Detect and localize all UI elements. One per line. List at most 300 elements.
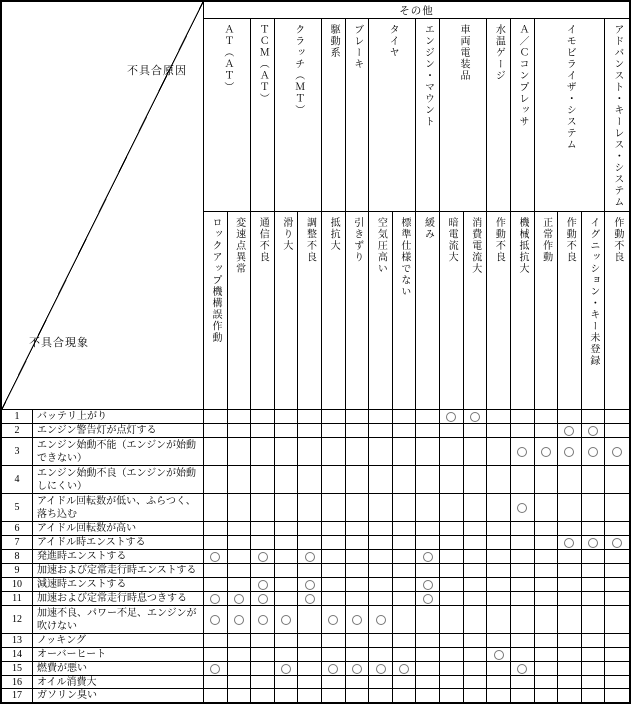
row-label-cell (33, 606, 204, 634)
row-label: アイドル回転数が高い (37, 523, 137, 534)
circle-mark (305, 552, 315, 562)
matrix-cell (558, 578, 582, 592)
matrix-cell (487, 592, 511, 606)
matrix-cell (346, 662, 370, 676)
matrix-cell (393, 494, 417, 522)
matrix-cell (322, 410, 346, 424)
row-label-cell (33, 662, 204, 676)
corner-diagonal-cell (2, 2, 204, 410)
matrix-cell (298, 466, 322, 494)
matrix-cell (605, 676, 629, 689)
group-header-cell (369, 19, 416, 212)
matrix-cell (558, 606, 582, 634)
matrix-cell (416, 676, 440, 689)
group-header-label: ブレーキ (351, 24, 363, 70)
matrix-cell (275, 536, 299, 550)
matrix-cell (558, 648, 582, 662)
circle-mark (470, 412, 480, 422)
matrix-cell (511, 410, 535, 424)
matrix-cell (393, 522, 417, 536)
matrix-cell (298, 648, 322, 662)
circle-mark (328, 664, 338, 674)
matrix-cell (416, 634, 440, 648)
matrix-cell (298, 689, 322, 702)
matrix-cell (393, 606, 417, 634)
matrix-cell (251, 592, 275, 606)
row-number-cell: 12 (2, 606, 33, 634)
matrix-cell (416, 606, 440, 634)
matrix-cell (464, 466, 488, 494)
matrix-cell (605, 689, 629, 702)
circle-mark (210, 594, 220, 604)
matrix-cell (487, 564, 511, 578)
sub-header-label: 空気圧高い (375, 217, 387, 275)
group-header-cell (275, 19, 322, 212)
sub-header-label: 滑り大 (280, 217, 292, 252)
matrix-cell (369, 438, 393, 466)
matrix-cell (558, 676, 582, 689)
matrix-cell (416, 592, 440, 606)
circle-mark (210, 664, 220, 674)
matrix-cell (251, 662, 275, 676)
circle-mark (258, 594, 268, 604)
matrix-cell (535, 438, 559, 466)
matrix-cell (605, 522, 629, 536)
matrix-cell (558, 438, 582, 466)
circle-mark (234, 615, 244, 625)
sub-header-label: 標準仕様でない (398, 217, 410, 298)
circle-mark (423, 594, 433, 604)
circle-mark (305, 594, 315, 604)
matrix-cell (228, 648, 252, 662)
matrix-cell (322, 592, 346, 606)
group-header-label: ＴＣＭ（ＡＴ） (257, 24, 269, 105)
matrix-cell (204, 522, 228, 536)
matrix-cell (416, 410, 440, 424)
row-label-cell (33, 522, 204, 536)
matrix-cell (440, 662, 464, 676)
row-label-cell (33, 466, 204, 494)
row-number-cell: 6 (2, 522, 33, 536)
matrix-cell (322, 466, 346, 494)
matrix-cell (393, 550, 417, 564)
matrix-cell (393, 662, 417, 676)
circle-mark (517, 447, 527, 457)
sub-header-label: イグニッション・キー未登録 (587, 217, 599, 367)
circle-mark (564, 447, 574, 457)
circle-mark (541, 447, 551, 457)
matrix-cell (204, 689, 228, 702)
matrix-cell (204, 466, 228, 494)
matrix-cell (582, 634, 606, 648)
matrix-cell (464, 550, 488, 564)
matrix-cell (416, 662, 440, 676)
matrix-cell (487, 648, 511, 662)
matrix-cell (275, 410, 299, 424)
matrix-cell (511, 522, 535, 536)
sub-header-label: 暗電流大 (446, 217, 458, 263)
matrix-cell (346, 634, 370, 648)
group-header-label: 駆動系 (328, 24, 340, 59)
matrix-cell (228, 578, 252, 592)
matrix-cell (393, 634, 417, 648)
row-label: エンジン警告灯が点灯する (37, 425, 157, 436)
matrix-cell (369, 676, 393, 689)
matrix-cell (464, 689, 488, 702)
row-label: 燃費が悪い (37, 663, 87, 674)
matrix-cell (251, 550, 275, 564)
matrix-cell (605, 410, 629, 424)
matrix-cell (487, 662, 511, 676)
matrix-cell (322, 424, 346, 438)
matrix-cell (464, 578, 488, 592)
matrix-cell (511, 648, 535, 662)
matrix-cell (369, 564, 393, 578)
matrix-cell (369, 536, 393, 550)
matrix-cell (298, 424, 322, 438)
matrix-cell (275, 466, 299, 494)
row-number-cell: 1 (2, 410, 33, 424)
matrix-cell (416, 648, 440, 662)
circle-mark (258, 615, 268, 625)
matrix-cell (582, 662, 606, 676)
matrix-cell (511, 536, 535, 550)
matrix-cell (605, 494, 629, 522)
row-label-cell (33, 494, 204, 522)
matrix-cell (346, 550, 370, 564)
circle-mark (588, 538, 598, 548)
matrix-cell (535, 536, 559, 550)
circle-mark (210, 615, 220, 625)
matrix-cell (228, 522, 252, 536)
matrix-cell (251, 676, 275, 689)
matrix-cell (322, 578, 346, 592)
matrix-cell (275, 522, 299, 536)
row-label: エンジン始動不良（エンジンが始動しにくい） (37, 467, 196, 492)
sub-header-cell (322, 212, 346, 410)
matrix-cell (228, 564, 252, 578)
matrix-cell (298, 578, 322, 592)
matrix-cell (511, 634, 535, 648)
row-label-cell (33, 564, 204, 578)
circle-mark (588, 447, 598, 457)
sub-header-cell (369, 212, 393, 410)
row-number-cell: 7 (2, 536, 33, 550)
matrix-cell (558, 536, 582, 550)
matrix-cell (416, 550, 440, 564)
matrix-cell (440, 438, 464, 466)
matrix-cell (511, 424, 535, 438)
matrix-cell (228, 592, 252, 606)
matrix-cell (416, 494, 440, 522)
matrix-cell (369, 662, 393, 676)
circle-mark (258, 552, 268, 562)
matrix-cell (393, 676, 417, 689)
matrix-cell (298, 676, 322, 689)
matrix-cell (582, 592, 606, 606)
defect-cause-label: 不具合原因 (127, 65, 187, 77)
matrix-cell (298, 634, 322, 648)
sub-header-cell (416, 212, 440, 410)
sub-header-cell (275, 212, 299, 410)
matrix-cell (346, 494, 370, 522)
matrix-cell (275, 578, 299, 592)
matrix-cell (369, 494, 393, 522)
matrix-cell (511, 689, 535, 702)
row-label: 加速および定常走行時息つきする (37, 593, 187, 604)
circle-mark (376, 664, 386, 674)
sub-header-cell (487, 212, 511, 410)
row-number-cell: 15 (2, 662, 33, 676)
matrix-cell (251, 648, 275, 662)
matrix-cell (275, 424, 299, 438)
matrix-cell (464, 648, 488, 662)
group-header-cell (511, 19, 535, 212)
circle-mark (399, 664, 409, 674)
row-number-cell: 4 (2, 466, 33, 494)
matrix-cell (464, 662, 488, 676)
matrix-cell (487, 410, 511, 424)
matrix-cell (204, 592, 228, 606)
matrix-cell (346, 676, 370, 689)
matrix-cell (511, 592, 535, 606)
matrix-cell (511, 466, 535, 494)
matrix-cell (440, 676, 464, 689)
row-number-cell: 8 (2, 550, 33, 564)
matrix-cell (511, 578, 535, 592)
matrix-cell (346, 410, 370, 424)
matrix-cell (487, 550, 511, 564)
matrix-cell (393, 410, 417, 424)
matrix-cell (228, 494, 252, 522)
row-label: 発進時エンストする (37, 551, 127, 562)
row-number-cell: 14 (2, 648, 33, 662)
matrix-cell (416, 522, 440, 536)
matrix-cell (298, 438, 322, 466)
row-number-cell: 11 (2, 592, 33, 606)
group-header-cell (440, 19, 487, 212)
matrix-cell (511, 494, 535, 522)
row-label: オーバーヒート (37, 649, 107, 660)
matrix-cell (487, 466, 511, 494)
matrix-cell (582, 438, 606, 466)
circle-mark (446, 412, 456, 422)
matrix-cell (464, 410, 488, 424)
matrix-cell (582, 536, 606, 550)
sub-header-label: 緩み (422, 217, 434, 240)
matrix-cell (440, 648, 464, 662)
matrix-cell (440, 494, 464, 522)
group-header-cell (346, 19, 370, 212)
matrix-cell (440, 592, 464, 606)
group-header-label: アドバンスト・キーレス・システム (611, 24, 623, 208)
sub-header-label: 通信不良 (257, 217, 269, 263)
row-label-cell (33, 410, 204, 424)
matrix-cell (322, 438, 346, 466)
circle-mark (258, 580, 268, 590)
row-label-cell (33, 550, 204, 564)
matrix-cell (582, 410, 606, 424)
sub-header-cell (346, 212, 370, 410)
matrix-cell (464, 522, 488, 536)
row-number-cell: 5 (2, 494, 33, 522)
row-label: アイドル回転数が低い、ふらつく、落ち込む (37, 495, 196, 520)
sub-header-label: 消費電流大 (469, 217, 481, 275)
matrix-cell (369, 522, 393, 536)
matrix-cell (416, 564, 440, 578)
matrix-cell (558, 564, 582, 578)
row-label-cell (33, 536, 204, 550)
matrix-cell (204, 536, 228, 550)
sub-header-cell (393, 212, 417, 410)
matrix-cell (416, 689, 440, 702)
row-label: エンジン始動不能（エンジンが始動できない） (37, 439, 196, 464)
circle-mark (564, 538, 574, 548)
sub-header-label: 引きずり (351, 217, 363, 263)
matrix-cell (440, 424, 464, 438)
sub-header-cell (535, 212, 559, 410)
matrix-cell (605, 424, 629, 438)
matrix-cell (416, 466, 440, 494)
matrix-cell (322, 689, 346, 702)
matrix-cell (322, 606, 346, 634)
matrix-cell (511, 606, 535, 634)
row-label-cell (33, 592, 204, 606)
matrix-cell (511, 662, 535, 676)
circle-mark (494, 650, 504, 660)
matrix-cell (275, 689, 299, 702)
sub-header-label: 作動不良 (493, 217, 505, 263)
matrix-cell (440, 550, 464, 564)
row-label-cell (33, 578, 204, 592)
matrix-cell (204, 634, 228, 648)
matrix-cell (393, 578, 417, 592)
matrix-cell (393, 536, 417, 550)
row-number-cell: 9 (2, 564, 33, 578)
matrix-cell (251, 424, 275, 438)
matrix-cell (464, 494, 488, 522)
row-number-cell: 10 (2, 578, 33, 592)
circle-mark (352, 664, 362, 674)
matrix-cell (346, 466, 370, 494)
matrix-cell (605, 550, 629, 564)
matrix-cell (346, 606, 370, 634)
matrix-cell (369, 466, 393, 494)
matrix-cell (558, 634, 582, 648)
sub-header-cell (605, 212, 629, 410)
matrix-cell (346, 689, 370, 702)
matrix-cell (558, 592, 582, 606)
group-header-cell (322, 19, 346, 212)
matrix-cell (251, 410, 275, 424)
matrix-cell (535, 424, 559, 438)
sub-header-label: 作動不良 (564, 217, 576, 263)
circle-mark (305, 580, 315, 590)
circle-mark (564, 426, 574, 436)
matrix-cell (275, 676, 299, 689)
matrix-cell (511, 438, 535, 466)
matrix-cell (558, 424, 582, 438)
matrix-cell (558, 466, 582, 494)
matrix-cell (275, 438, 299, 466)
circle-mark (352, 615, 362, 625)
matrix-cell (251, 494, 275, 522)
matrix-cell (440, 536, 464, 550)
matrix-cell (535, 648, 559, 662)
row-label-cell (33, 424, 204, 438)
matrix-cell (228, 466, 252, 494)
row-label: アイドル時エンストする (37, 537, 146, 548)
matrix-cell (275, 564, 299, 578)
matrix-cell (582, 550, 606, 564)
sub-header-cell (251, 212, 275, 410)
circle-mark (612, 447, 622, 457)
matrix-cell (464, 536, 488, 550)
matrix-cell (582, 424, 606, 438)
matrix-cell (369, 424, 393, 438)
group-header-label: イモビライザ・システム (564, 24, 576, 151)
matrix-cell (605, 634, 629, 648)
circle-mark (612, 538, 622, 548)
matrix-cell (228, 438, 252, 466)
matrix-cell (582, 522, 606, 536)
group-header-cell (605, 19, 629, 212)
matrix-cell (440, 578, 464, 592)
matrix-cell (440, 564, 464, 578)
sub-header-label: 作動不良 (611, 217, 623, 263)
circle-mark (517, 664, 527, 674)
matrix-cell (228, 424, 252, 438)
circle-mark (423, 552, 433, 562)
row-label-cell (33, 648, 204, 662)
matrix-cell (275, 606, 299, 634)
matrix-cell (204, 424, 228, 438)
matrix-cell (369, 550, 393, 564)
sub-header-label: ロックアップ機構誤作動 (210, 217, 222, 344)
row-number-cell: 16 (2, 676, 33, 689)
matrix-cell (275, 648, 299, 662)
matrix-cell (204, 410, 228, 424)
group-header-label: エンジン・マウント (422, 24, 434, 128)
group-header-label: Ａ／Ｃコンプレッサ (516, 24, 528, 128)
matrix-cell (511, 550, 535, 564)
matrix-cell (251, 536, 275, 550)
matrix-cell (251, 689, 275, 702)
matrix-cell (605, 578, 629, 592)
row-label: 加速不良、パワー不足、エンジンが吹けない (37, 607, 197, 632)
matrix-cell (298, 410, 322, 424)
matrix-cell (535, 676, 559, 689)
matrix-cell (228, 410, 252, 424)
matrix-cell (440, 689, 464, 702)
group-header-label: クラッチ（ＭＴ） (292, 24, 304, 116)
circle-mark (210, 552, 220, 562)
matrix-cell (440, 466, 464, 494)
matrix-cell (228, 634, 252, 648)
group-header-cell (416, 19, 440, 212)
row-label: ノッキング (37, 635, 86, 646)
row-label-cell (33, 676, 204, 689)
matrix-cell (487, 522, 511, 536)
matrix-cell (582, 648, 606, 662)
row-number-cell: 13 (2, 634, 33, 648)
matrix-cell (346, 564, 370, 578)
row-label: 減速時エンストする (37, 579, 127, 590)
circle-mark (423, 580, 433, 590)
matrix-cell (298, 494, 322, 522)
matrix-cell (369, 410, 393, 424)
matrix-cell (204, 494, 228, 522)
